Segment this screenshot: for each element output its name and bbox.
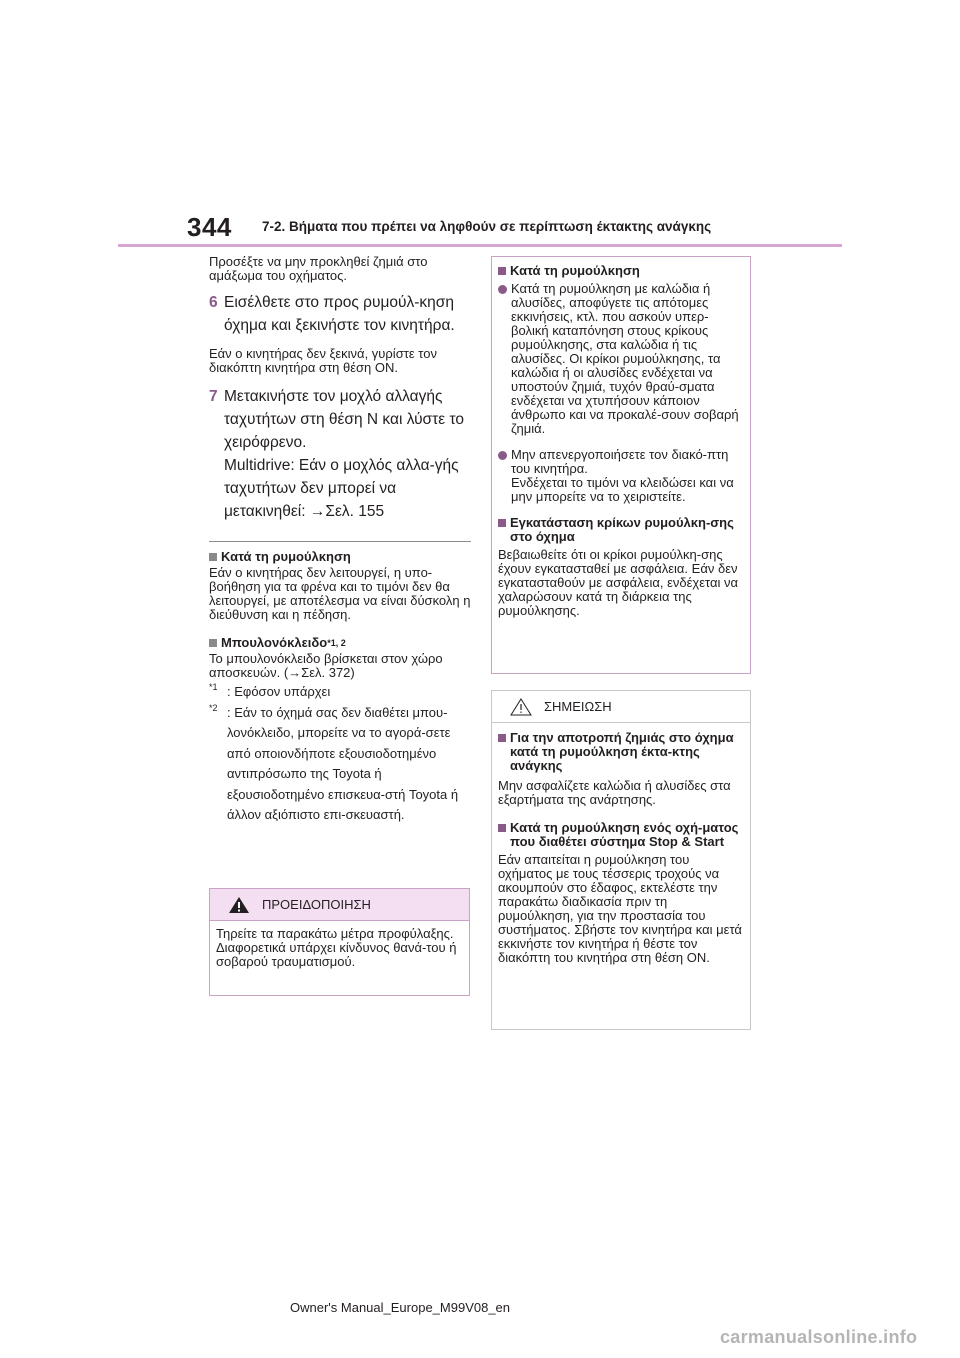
- footnote-sup: *1, 2: [327, 638, 346, 648]
- section-title: 7-2. Βήματα που πρέπει να ληφθούν σε περίπτωση έκτακτης ανάγκης: [262, 219, 712, 234]
- warning-title: ΠΡΟΕΙΔΟΠΟΙΗΣΗ: [262, 897, 371, 912]
- step-text: Μετακινήστε τον μοχλό αλλαγής ταχυτήτων στη θέση N και λύστε το χειρόφρενο.: [224, 388, 464, 451]
- page-reference-link[interactable]: Σελ. 372): [301, 665, 355, 680]
- step-7: [209, 385, 471, 523]
- notice-text: Εάν απαιτείται η ρυμούλκηση του οχήματος με τους τέσσερις τροχούς να ακουμπούν στο έδαφος, εκτελέστε την παρακάτω διαδικασία πριν τη ρυμούλκηση, για την προστασία του συστήματος. Σβήστε τον κινητήρα και μετά εκκινήστε τον κινητήρα ή θέστε τον διακόπτη του κινητήρα στη θέση ON.: [498, 852, 742, 965]
- intro-text: Προσέξτε να μην προκληθεί ζημιά στο αμάξωμα του οχήματος.: [209, 254, 428, 283]
- footnote-1: $^{*1}$ : Εφόσον υπάρχει: [209, 682, 331, 699]
- multidrive-note: Multidrive: Εάν ο μοχλός αλλα-γής ταχυτήτων δεν μπορεί να μετακινηθεί:: [224, 457, 459, 520]
- square-bullet-icon: [498, 824, 506, 832]
- warning-box: [209, 888, 470, 996]
- towing-heading: Κατά τη ρυμούλκηση: [498, 264, 744, 278]
- install-heading: Εγκατάσταση κρίκων ρυμούλκη-σης στο όχημα: [498, 516, 744, 544]
- warning-text: Διαφορετικά υπάρχει κίνδυνος θανά-του ή σοβαρού τραυματισμού.: [216, 940, 457, 969]
- circle-bullet-icon: [498, 451, 507, 460]
- footnote-2: $^{*2}$ : Εάν το όχημά σας δεν διαθέτει μπου-λονόκλειδο, μπορείτε να το αγορά-σετε από οποιονδήποτε εξουσιοδοτημένο αντιπρόσωπο της Toyota ή εξουσιοδοτημένο επισκευα-στή Toyota ή άλλον αξιόπιστο επι-σκευαστή.: [209, 702, 459, 822]
- step-text: Εισέλθετε στο προς ρυμούλ-κηση όχημα και ξεκινήστε τον κινητήρα.: [224, 294, 455, 334]
- warning-triangle-icon: [228, 896, 250, 914]
- footer-text: Owner's Manual_Europe_M99V08_en: [290, 1300, 511, 1315]
- install-text: Βεβαιωθείτε ότι οι κρίκοι ρυμούλκη-σης έχουν εγκατασταθεί με ασφάλεια. Εάν δεν εγκατασταθούν με ασφάλεια, ενδέχεται να χαλαρώσουν κατά τη διάρκεια της ρυμούλκησης.: [498, 547, 739, 618]
- notice-triangle-icon: [510, 698, 532, 716]
- list-item: Κατά τη ρυμούλκηση με καλώδια ή αλυσίδες, αποφύγετε τις απότομες εκκινήσεις, κτλ. που ασκούν υπερ-βολική καταπόνηση στους κρίκους ρυμούλκησης, στα καλώδια ή τις αλυσίδες. Οι κρίκοι ρυμούλκησης, τα καλώδια ή οι αλυσίδες ενδέχεται να υποστούν ζημιά, τυχόν θραύ-σματα ενδέχεται να χτυπήσουν κάποιον άνθρωπο και να προκαλέ-σουν σοβαρή ζημιά.: [498, 282, 744, 436]
- square-bullet-icon: [209, 553, 217, 561]
- header-rule: [118, 244, 842, 247]
- tow-eye-heading: Μπουλονόκλειδο *1, 2: [209, 636, 471, 650]
- list-item: Μην απενεργοποιήσετε τον διακό-πτη του κινητήρα. Ενδέχεται το τιμόνι να κλειδώσει και να μην μπορείτε να το χειριστείτε.: [498, 448, 744, 504]
- step-number: 7: [209, 388, 218, 405]
- square-bullet-icon: [209, 639, 217, 647]
- square-bullet-icon: [498, 267, 506, 275]
- step-6-note: Εάν ο κινητήρας δεν ξεκινά, γυρίστε τον διακόπτη κινητήρα στη θέση ON.: [209, 346, 437, 375]
- notice-box: [491, 690, 751, 1030]
- towing-text: Εάν ο κινητήρας δεν λειτουργεί, η υπο-βοήθηση για τα φρένα και το τιμόνι δεν θα λειτουργεί, με αποτέλεσμα να είναι δύσκολη η διεύθυνση και η πέδηση.: [209, 565, 471, 622]
- warning-text: Τηρείτε τα παρακάτω μέτρα προφύλαξης.: [216, 926, 454, 941]
- circle-bullet-icon: [498, 285, 507, 294]
- caution-box: [491, 256, 751, 674]
- arrow-icon: →: [288, 665, 302, 680]
- square-bullet-icon: [498, 519, 506, 527]
- page-reference-link[interactable]: Σελ. 155: [325, 503, 385, 520]
- notice-heading: Κατά τη ρυμούλκηση ενός οχή-ματος που διαθέτει σύστημα Stop & Start: [498, 821, 744, 849]
- notice-title: ΣΗΜΕΙΩΣΗ: [544, 699, 612, 714]
- divider: [209, 541, 471, 542]
- page-number: 344: [187, 212, 232, 242]
- step-6: [209, 291, 471, 337]
- tow-eye-text: Το μπουλονόκλειδο βρίσκεται στον χώρο αποσκευών. (→Σελ. 372): [209, 651, 443, 680]
- watermark: carmanualsonline.info: [720, 1327, 918, 1347]
- square-bullet-icon: [498, 734, 506, 742]
- left-column: [209, 255, 471, 826]
- towing-heading: Κατά τη ρυμούλκηση: [209, 550, 471, 564]
- arrow-icon: →: [309, 503, 326, 520]
- notice-heading: Για την αποτροπή ζημιάς στο όχημα κατά τη ρυμούλκηση έκτα-κτης ανάγκης: [498, 731, 744, 773]
- step-number: 6: [209, 294, 218, 311]
- notice-text: Μην ασφαλίζετε καλώδια ή αλυσίδες στα εξαρτήματα της ανάρτησης.: [498, 778, 731, 807]
